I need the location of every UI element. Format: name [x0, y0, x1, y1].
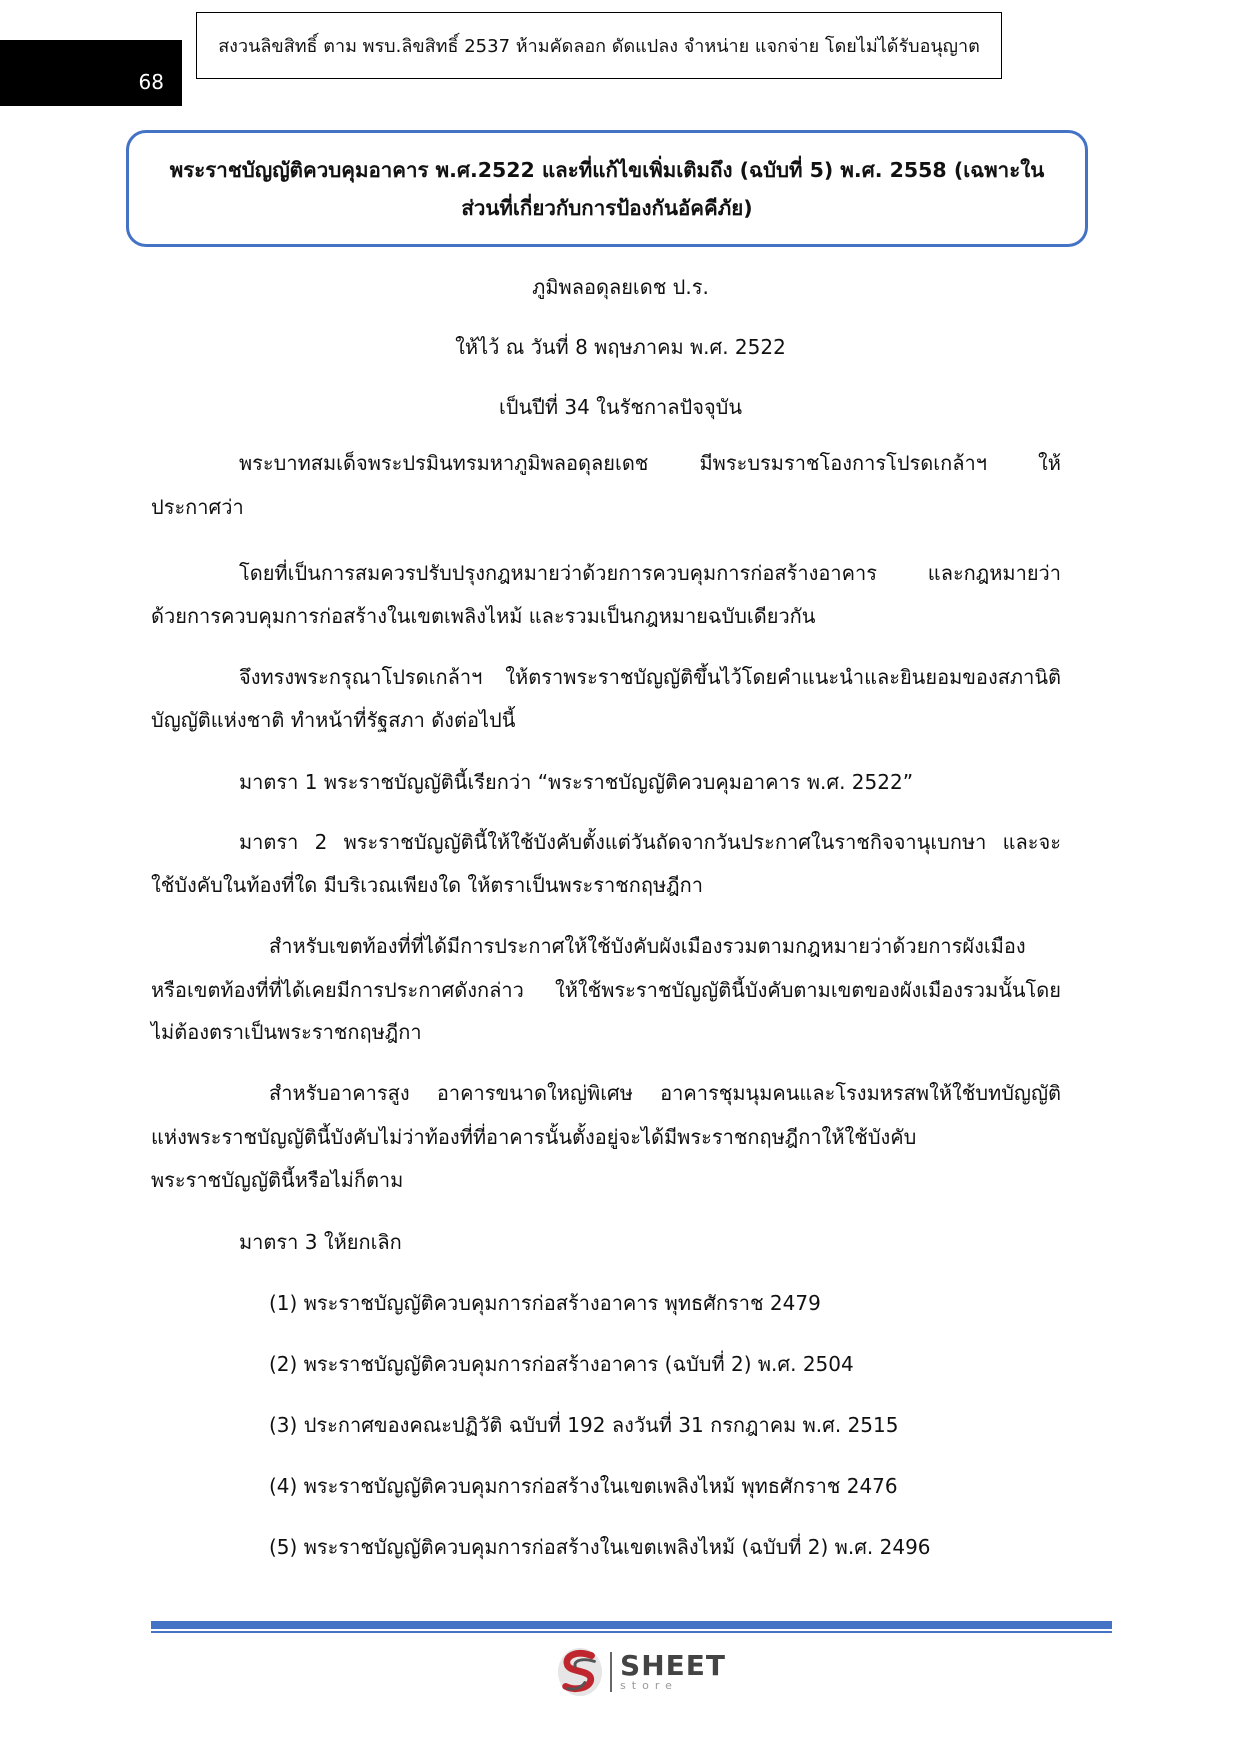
repealed-list-item: (4) พระราชบัญญัติควบคุมการก่อสร้างในเขตเพลิงไหม้ พุทธศักราช 2476 — [269, 1474, 898, 1498]
document-title — [126, 130, 1088, 247]
section-2-line: ใช้บังคับในท้องที่ใด มีบริเวณเพียงใด ให้ตราเป็นพระราชกฤษฎีกา — [151, 873, 703, 897]
sheet-store-logo — [556, 1643, 726, 1701]
copyright-notice: สงวนลิขสิทธิ์ ตาม พรบ.ลิขสิทธิ์ 2537 ห้ามคัดลอก ดัดแปลง จำหน่าย แจกจ่าย โดยไม่ได้รับอนุญาต — [196, 12, 1002, 79]
section-2-line: มาตรา 2 พระราชบัญญัตินี้ให้ใช้บังคับตั้งแต่วันถัดจากวันประกาศในราชกิจจานุเบกษา และจะ — [239, 830, 1061, 854]
sheet-store-s-logo-icon — [556, 1645, 604, 1699]
paragraph-line: ประกาศว่า — [151, 495, 244, 519]
section-2-paragraph-line: แห่งพระราชบัญญัตินี้บังคับไม่ว่าท้องที่ที่อาคารนั้นตั้งอยู่จะได้มีพระราชกฤษฎีกาให้ใช้บังคับ — [151, 1125, 917, 1149]
section-2-paragraph-line: สำหรับเขตท้องที่ที่ได้มีการประกาศให้ใช้บังคับผังเมืองรวมตามกฎหมายว่าด้วยการผังเมือง — [269, 934, 1026, 958]
section-2-paragraph-line: สำหรับอาคารสูง อาคารขนาดใหญ่พิเศษ อาคารชุมนุมคนและโรงมหรสพให้ใช้บทบัญญัติ — [269, 1081, 1061, 1105]
logo-wordmark: SHEET — [620, 1649, 726, 1682]
section-2-paragraph-line: ไม่ต้องตราเป็นพระราชกฤษฎีกา — [151, 1020, 422, 1044]
repealed-list-item: (1) พระราชบัญญัติควบคุมการก่อสร้างอาคาร พุทธศักราช 2479 — [269, 1291, 821, 1315]
repealed-list-item: (2) พระราชบัญญัติควบคุมการก่อสร้างอาคาร (ฉบับที่ 2) พ.ศ. 2504 — [269, 1352, 854, 1376]
repealed-list-item: (3) ประกาศของคณะปฏิวัติ ฉบับที่ 192 ลงวันที่ 31 กรกฎาคม พ.ศ. 2515 — [269, 1413, 899, 1437]
paragraph-line: พระบาทสมเด็จพระปรมินทรมหาภูมิพลอดุลยเดช มีพระบรมราชโองการโปรดเกล้าฯ ให้ — [239, 451, 1061, 475]
section-1: มาตรา 1 พระราชบัญญัตินี้เรียกว่า “พระราชบัญญัติควบคุมอาคาร พ.ศ. 2522” — [239, 770, 914, 794]
logo-subtitle: store — [620, 1679, 678, 1692]
section-2-paragraph-line: พระราชบัญญัตินี้หรือไม่ก็ตาม — [151, 1168, 404, 1192]
footer-rule — [151, 1621, 1112, 1629]
reign-year: เป็นปีที่ 34 ในรัชกาลปัจจุบัน — [498, 395, 743, 419]
repealed-list-item: (5) พระราชบัญญัติควบคุมการก่อสร้างในเขตเพลิงไหม้ (ฉบับที่ 2) พ.ศ. 2496 — [269, 1535, 931, 1559]
king-signature: ภูมิพลอดุลยเดช ป.ร. — [532, 275, 709, 299]
page-number: 68 — [0, 40, 182, 106]
document-title-line-1: พระราชบัญญัติควบคุมอาคาร พ.ศ.2522 และที่แก้ไขเพิ่มเติมถึง (ฉบับที่ 5) พ.ศ. 2558 (เฉพาะใน — [169, 157, 1045, 182]
section-2-paragraph-line: หรือเขตท้องที่ที่ได้เคยมีการประกาศดังกล่าว ให้ใช้พระราชบัญญัตินี้บังคับตามเขตของผังเมืองรวมนั้นโดย — [151, 978, 1061, 1002]
paragraph-line: จึงทรงพระกรุณาโปรดเกล้าฯ ให้ตราพระราชบัญญัติขึ้นไว้โดยคำแนะนำและยินยอมของสภานิติ — [239, 665, 1061, 689]
section-3: มาตรา 3 ให้ยกเลิก — [239, 1230, 402, 1254]
document-title-line-2: ส่วนที่เกี่ยวกับการป้องกันอัคคีภัย) — [461, 195, 753, 220]
paragraph-line: โดยที่เป็นการสมควรปรับปรุงกฎหมายว่าด้วยการควบคุมการก่อสร้างอาคาร และกฎหมายว่า — [239, 561, 1061, 585]
given-date: ให้ไว้ ณ วันที่ 8 พฤษภาคม พ.ศ. 2522 — [455, 335, 786, 359]
paragraph-line: บัญญัติแห่งชาติ ทำหน้าที่รัฐสภา ดังต่อไปนี้ — [151, 708, 516, 732]
paragraph-line: ด้วยการควบคุมการก่อสร้างในเขตเพลิงไหม้ และรวมเป็นกฎหมายฉบับเดียวกัน — [151, 604, 816, 628]
